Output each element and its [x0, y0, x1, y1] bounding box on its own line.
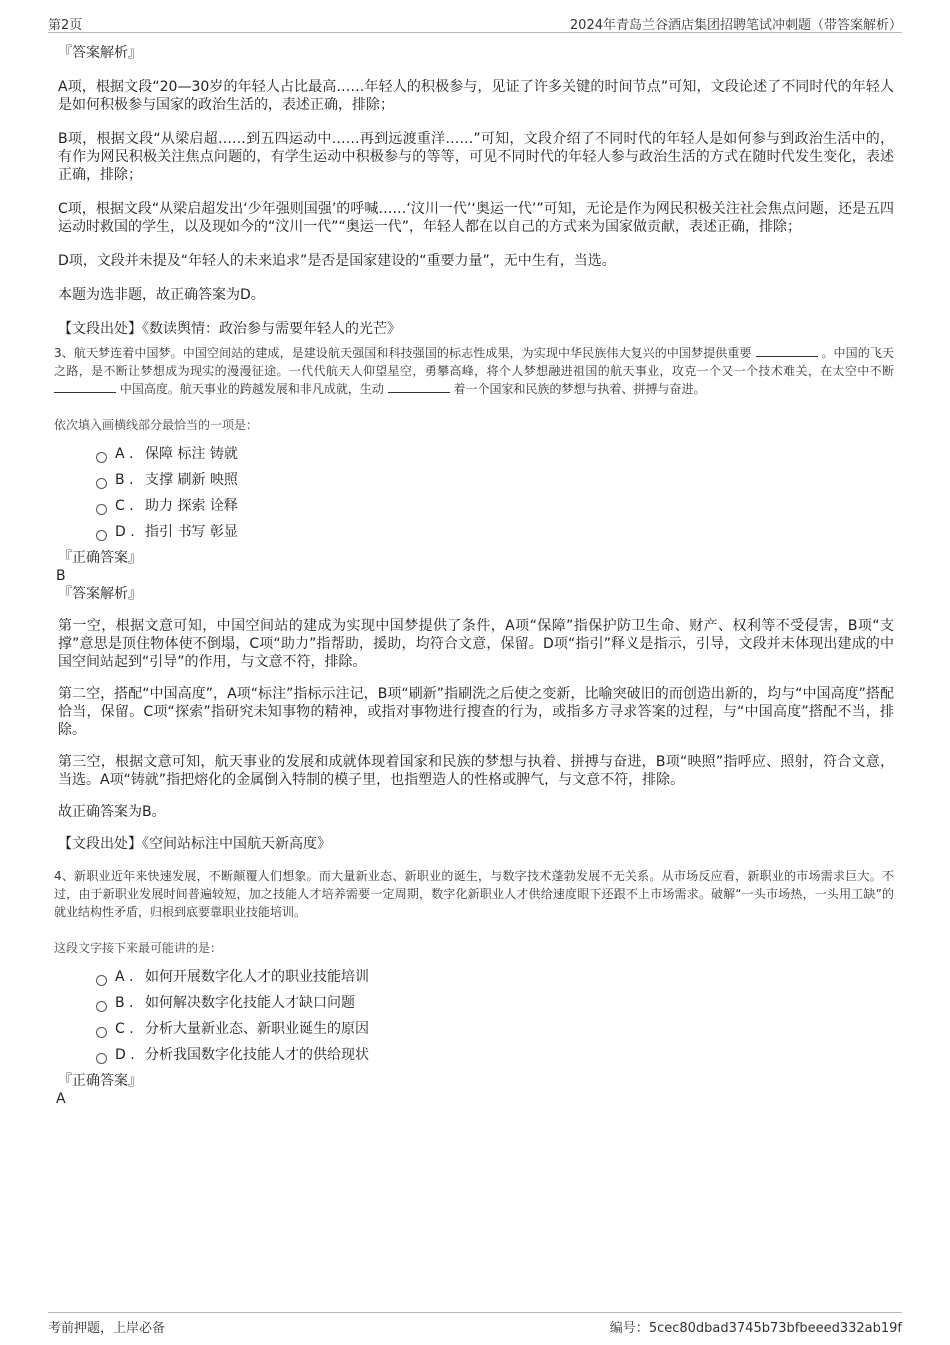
page-number: 第2页 [48, 18, 83, 33]
code-value: 5cec80dbad3745b73bfbeeed332ab19f [648, 1321, 902, 1336]
q2-analysis-paragraph: D项，文段并未提及“年轻人的未来追求”是否是国家建设的“重要力量”，无中生有，当选。 [58, 253, 616, 269]
q4-prompt: 这段文字接下来最可能讲的是： [54, 941, 223, 955]
radio-icon[interactable] [96, 1001, 107, 1012]
q4-options [96, 968, 894, 1064]
question-3 [54, 344, 894, 853]
q3-option-a[interactable] [96, 445, 894, 463]
option-text: 分析我国数字化技能人才的供给现状 [145, 1047, 369, 1063]
q4-correct-heading: 『正确答案』 [58, 1073, 142, 1089]
radio-icon[interactable] [96, 1053, 107, 1064]
q4-option-b[interactable] [96, 994, 894, 1012]
q3-source: 【文段出处】《空间站标注中国航天新高度》 [58, 836, 331, 852]
q4-option-d[interactable] [96, 1046, 894, 1064]
question-4 [54, 867, 894, 1108]
q3-correct-answer: B [56, 568, 66, 584]
q3-correct-heading: 『正确答案』 [58, 550, 142, 566]
q3-analysis-paragraph: 第三空，根据文意可知，航天事业的发展和成就体现着国家和民族的梦想与执着、拼搏与奋进，B项“映照”指呼应、照射，符合文意，当选。A项“铸就”指把熔化的金属倒入特制的模子里，也指塑造人的性格或脾气，与文意不符，排除。 [58, 754, 894, 788]
page-content [54, 44, 894, 1108]
radio-icon[interactable] [96, 504, 107, 515]
page-footer [48, 1312, 902, 1335]
q3-option-c[interactable] [96, 497, 894, 515]
footer-slogan: 考前押题，上岸必备 [48, 1321, 166, 1336]
q3-prompt: 依次填入画横线部分最恰当的一项是： [54, 418, 259, 432]
radio-icon[interactable] [96, 530, 107, 541]
page-header [48, 14, 902, 33]
q3-stem-part: 3、航天梦连着中国梦。中国空间站的建成，是建设航天强国和科技强国的标志性成果，为实现中华民族伟大复兴的中国梦提供重要 [54, 346, 752, 360]
q4-option-a[interactable] [96, 968, 894, 986]
option-letter: C . [115, 498, 134, 514]
option-text: 分析大量新业态、新职业诞生的原因 [145, 1021, 369, 1037]
option-text: 支撑 刷新 映照 [145, 472, 238, 488]
option-letter: B . [115, 995, 134, 1011]
radio-icon[interactable] [96, 452, 107, 463]
answer-blank [388, 380, 450, 393]
option-letter: A . [115, 969, 134, 985]
q4-stem: 4、新职业近年来快速发展，不断颠覆人们想象。而大量新业态、新职业的诞生，与数字技术蓬勃发展不无关系。从市场反应看，新职业的市场需求巨大。不过，由于新职业发展时间普遍较短，加之技能人才培养需要一定周期，数字化新职业人才供给速度眼下还跟不上市场需求。破解“一头市场热，一头用工缺”的就业结构性矛盾，归根到底要靠职业技能培训。 [54, 869, 894, 919]
q3-option-d[interactable] [96, 523, 894, 541]
option-letter: A . [115, 446, 134, 462]
q2-analysis [58, 44, 894, 338]
q3-analysis-paragraph: 第二空，搭配“中国高度”，A项“标注”指标示注记，B项“刷新”指刷洗之后使之变新，比喻突破旧的而创造出新的，均与“中国高度”搭配恰当，保留。C项“探索”指研究未知事物的精神，或指对事物进行搜查的行为，或指多方寻求答案的过程，与“中国高度”搭配不当，排除。 [58, 686, 894, 738]
q4-option-c[interactable] [96, 1020, 894, 1038]
option-text: 保障 标注 铸就 [145, 446, 238, 462]
q2-source: 【文段出处】《数读舆情：政治参与需要年轻人的光芒》 [58, 321, 401, 337]
q3-stem-part: 。中国的飞天之路，是不断让梦想成为现实的漫漫征途。一代代航天人仰望星空，勇攀高峰，将个人梦想融进祖国的航天事业，攻克一个又一个技术难关，在太空中不断 [54, 346, 894, 378]
document-code [610, 1317, 902, 1336]
q3-options [96, 445, 894, 541]
q3-analysis-paragraph: 第一空，根据文意可知，中国空间站的建成为实现中国梦提供了条件，A项“保障”指保护防卫生命、财产、权利等不受侵害，B项“支撑”意思是顶住物体使不倒塌，C项“助力”指帮助，援助，均符合文意，保留。D项“指引”释义是指示，引导，文段并未体现出建成的中国空间站起到“引导”的作用，与文意不符，排除。 [58, 618, 894, 670]
q3-conclusion: 故正确答案为B。 [58, 804, 166, 820]
answer-blank [756, 344, 818, 357]
option-text: 指引 书写 彰显 [145, 524, 238, 540]
q2-conclusion: 本题为选非题，故正确答案为D。 [58, 287, 265, 303]
answer-blank [54, 380, 116, 393]
q4-correct-answer: A [56, 1091, 66, 1107]
option-letter: D . [115, 1047, 135, 1063]
radio-icon[interactable] [96, 1027, 107, 1038]
document-title: 2024年青岛兰谷酒店集团招聘笔试冲刺题（带答案解析） [569, 18, 902, 33]
q3-option-b[interactable] [96, 471, 894, 489]
code-label: 编号： [609, 1321, 649, 1336]
option-letter: B . [115, 472, 134, 488]
q3-stem [54, 344, 894, 398]
radio-icon[interactable] [96, 975, 107, 986]
q3-stem-part: 着一个国家和民族的梦想与执着、拼搏与奋进。 [453, 382, 706, 396]
radio-icon[interactable] [96, 478, 107, 489]
q2-analysis-paragraph: B项，根据文段“从梁启超……到五四运动中……再到远渡重洋……”可知，文段介绍了不同时代的年轻人是如何参与到政治生活中的，有作为网民积极关注焦点问题的，有学生运动中积极参与的等等，可见不同时代的年轻人参与政治生活的方式在随时代发生变化，表述正确，排除； [58, 131, 894, 183]
q3-analysis-heading: 『答案解析』 [58, 586, 142, 602]
option-text: 如何开展数字化人才的职业技能培训 [145, 969, 369, 985]
q2-analysis-heading: 『答案解析』 [58, 45, 142, 61]
option-text: 助力 探索 诠释 [145, 498, 238, 514]
q2-analysis-paragraph: C项，根据文段“从梁启超发出‘少年强则国强’的呼喊……‘汶川一代’‘奥运一代’”可知，无论是作为网民积极关注社会焦点问题，还是五四运动时救国的学生，以及现如今的“汶川一代”“奥运一代”，年轻人都在以自己的方式来为国家做贡献，表述正确，排除； [58, 201, 894, 235]
q3-stem-part: 中国高度。航天事业的跨越发展和非凡成就，生动 [119, 382, 384, 396]
option-text: 如何解决数字化技能人才缺口问题 [145, 995, 355, 1011]
option-letter: C . [115, 1021, 134, 1037]
option-letter: D . [115, 524, 135, 540]
q2-analysis-paragraph: A项，根据文段“20—30岁的年轻人占比最高……年轻人的积极参与，见证了许多关键的时间节点”可知，文段论述了不同时代的年轻人是如何积极参与国家的政治生活的，表述正确，排除； [58, 79, 894, 113]
